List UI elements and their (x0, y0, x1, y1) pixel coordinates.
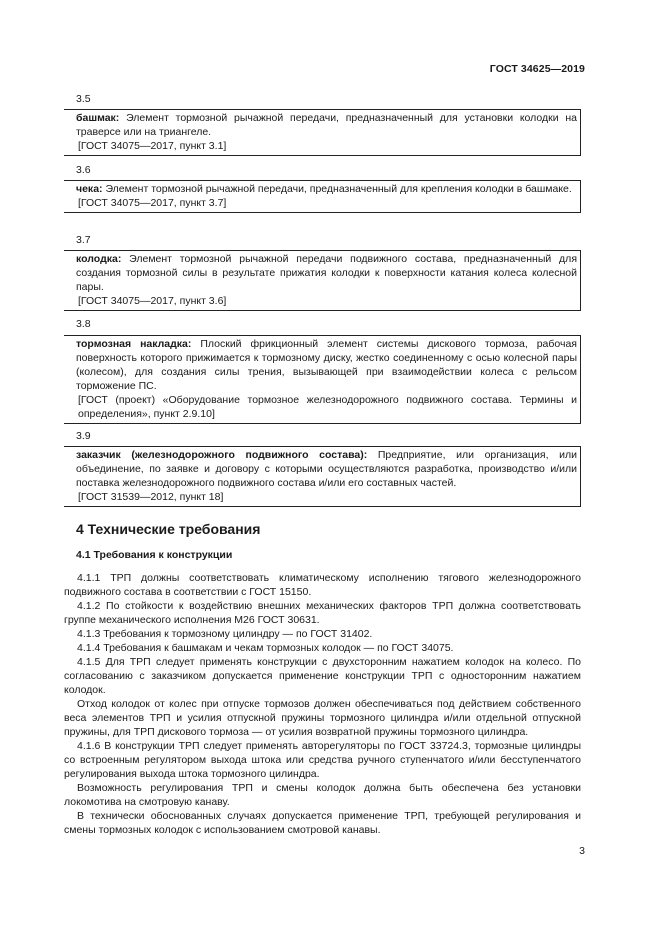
term-name: чека: (76, 183, 103, 195)
paragraph: Отход колодок от колес при отпуске тормозов должен обеспечиваться под действием собственного веса элементов ТРП и усилия отпускной пружины тормозного цилиндра и/или отдельной отпускной пружины, для ТРП дискового тормоза — от усилия возвратной пружины тормозного цилиндра. (64, 698, 581, 738)
term-text: Предприятие, или организация, или объединение, по заявке и договору с которыми осуществляются разработка, производство и/или поставка железнодорожного подвижного состава и/или его составных частей. (76, 449, 577, 489)
term-name: заказчик (железнодорожного подвижного состава): (76, 449, 368, 461)
paragraph: 4.1.5 Для ТРП следует применять конструкции с двухсторонним нажатием колодок на колесо. По согласованию с заказчиком допускается применение конструкции ТРП с односторонним нажатием колодок. (64, 656, 581, 696)
term-definition (76, 448, 577, 490)
term-box (64, 446, 581, 507)
paragraph: 4.1.4 Требования к башмакам и чекам тормозных колодок — по ГОСТ 34075. (77, 642, 454, 654)
term-text: Элемент тормозной рычажной передачи подвижного состава, предназначенный для создания тормозной силы в результате прижатия колодки к поверхности катания колеса колесной пары. (76, 253, 577, 293)
paragraph: Возможность регулирования ТРП и смены колодок должна быть обеспечена без установки локомотива на смотровую канаву. (64, 782, 581, 808)
term-text: Плоский фрикционный элемент системы дискового тормоза, рабочая поверхность которого прижимается к тормозному диску, жестко соединенному с осью колесной пары (колесом), для создания силы трения, вызывающей при взаимодействии колеса с рельсом торможение ПС. (76, 338, 577, 392)
paragraph: 4.1.1 ТРП должны соответствовать климатическому исполнению тягового железнодорожного подвижного состава в соответствии с ГОСТ 15150. (64, 572, 581, 598)
term-source: [ГОСТ 34075—2017, пункт 3.1] (78, 140, 227, 152)
document-code: ГОСТ 34625—2019 (489, 63, 585, 75)
section-heading: 4 Технические требования (76, 521, 261, 537)
term-box (64, 250, 581, 311)
term-definition (76, 182, 577, 196)
subsection-heading: 4.1 Требования к конструкции (76, 549, 233, 561)
term-text: Элемент тормозной рычажной передачи, предназначенный для установки колодки на траверсе или на триангеле. (76, 112, 577, 138)
paragraph: В технически обоснованных случаях допускается применение ТРП, требующей регулирования и смены тормозных колодок с использованием смотровой канавы. (64, 810, 581, 836)
term-number: 3.9 (76, 430, 91, 442)
term-source: [ГОСТ 34075—2017, пункт 3.6] (78, 295, 227, 307)
term-box (64, 109, 581, 156)
term-definition (76, 111, 577, 139)
term-number: 3.6 (76, 164, 91, 176)
paragraph: 4.1.6 В конструкции ТРП следует применять авторегуляторы по ГОСТ 33724.3, тормозные цилиндры со встроенным регулятором выхода штока или средства ручного ступенчатого и/или бесступенчатого регулирования выхода штока тормозного цилиндра. (64, 740, 581, 780)
term-number: 3.8 (76, 318, 91, 330)
term-source: [ГОСТ (проект) «Оборудование тормозное железнодорожного подвижного состава. Термины и определения», пункт 2.9.10] (78, 394, 577, 420)
term-definition (76, 337, 577, 393)
term-name: тормозная накладка: (76, 338, 192, 350)
term-definition (76, 252, 577, 294)
paragraph: 4.1.3 Требования к тормозному цилиндру — по ГОСТ 31402. (77, 628, 373, 640)
section-body (64, 571, 581, 837)
term-box (64, 335, 581, 424)
term-name: колодка: (76, 253, 122, 265)
term-name: башмак: (76, 112, 120, 124)
term-number: 3.5 (76, 93, 91, 105)
paragraph: 4.1.2 По стойкости к воздействию внешних механических факторов ТРП должна соответствовать группе механического исполнения М26 ГОСТ 30631. (64, 600, 581, 626)
term-box (64, 180, 581, 213)
term-source: [ГОСТ 31539—2012, пункт 18] (78, 491, 224, 503)
term-source: [ГОСТ 34075—2017, пункт 3.7] (78, 197, 227, 209)
term-number: 3.7 (76, 234, 91, 246)
page-number: 3 (579, 845, 585, 857)
term-text: Элемент тормозной рычажной передачи, предназначенный для крепления колодки в башмаке. (102, 183, 572, 195)
